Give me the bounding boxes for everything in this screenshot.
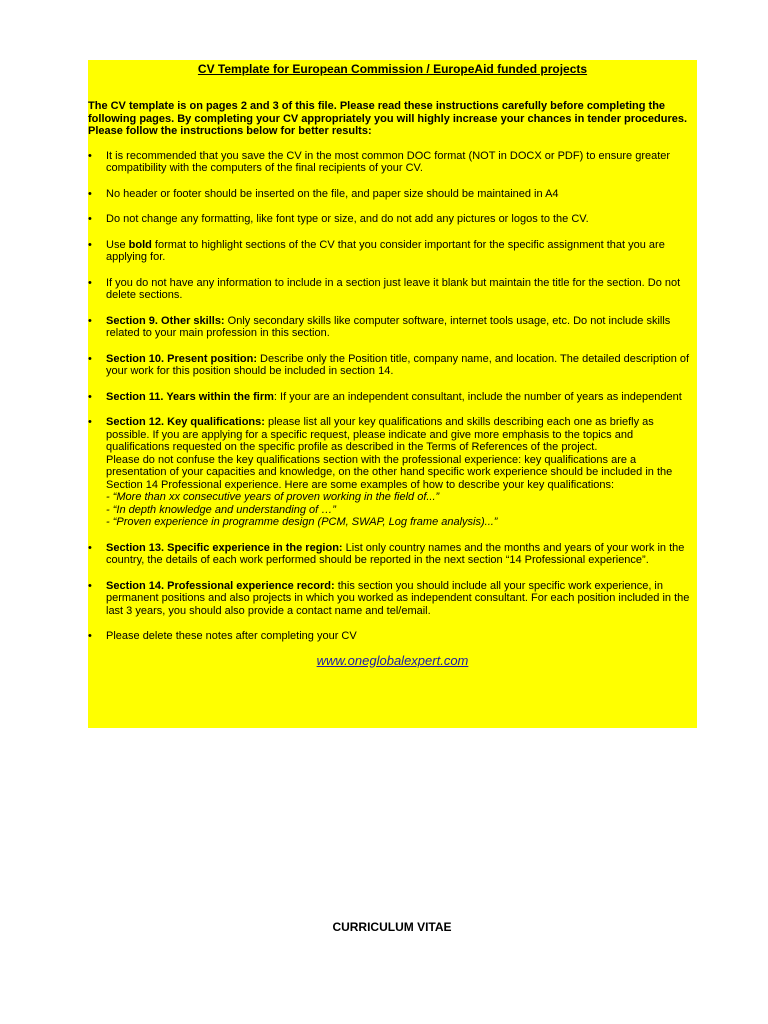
list-item: • Please delete these notes after completing your CV bbox=[88, 630, 357, 642]
list-item: • Section 9. Other skills: Only secondary skills like computer software, internet tools usage, etc. Do not include skills related to your main profession in this section. bbox=[88, 314, 671, 339]
example-line: - “In depth knowledge and understanding of …” bbox=[106, 503, 336, 516]
list-item: • Section 13. Specific experience in the region: List only country names and the months and years of your work in the country, the details of each work performed should be reported in the next section “14 Professional experience”. bbox=[88, 541, 685, 566]
list-item: • No header or footer should be inserted on the file, and paper size should be maintained in A4 bbox=[88, 187, 559, 200]
list-item: • Do not change any formatting, like font type or size, and do not add any pictures or logos to the CV. bbox=[88, 213, 589, 225]
bullet-icon: • bbox=[88, 416, 92, 428]
example-line: - “Proven experience in programme design (PCM, SWAP, Log frame analysis)...” bbox=[106, 516, 498, 528]
list-item: • Section 11. Years within the firm: If your are an independent consultant, include the number of years as independent bbox=[88, 390, 682, 403]
bullet-icon: • bbox=[88, 630, 92, 642]
bullet-icon: • bbox=[88, 314, 92, 327]
list-item: • Section 12. Key qualifications: please list all your key qualifications and skills describing each one as briefly as possible. If you are applying for a specific request, please indicate and give more emphasis to the topics and qualifications requested on the specific profile as described in the Terms of References of the project. Please do not confuse the key qualifications section with the professional experience: key qualifications are a presentation of your capacities and knowledge, on the other hand specific work experience should be included in the Section 14 Professional experience. Here are some examples of how to describe your key qualifications: - “More than xx consecutive years of proven working in the field of...” - “In depth knowledge and understanding of …” - “Proven experience in programme design (PCM, SWAP, Log frame analysis)...” bbox=[88, 416, 697, 529]
list-item: • Section 10. Present position: Describe only the Position title, company name, and location. The detailed description of your work for this position should be included in section 14. bbox=[88, 352, 690, 377]
bullet-icon: • bbox=[88, 213, 92, 225]
website-link[interactable]: www.oneglobalexpert.com bbox=[316, 652, 469, 668]
list-item: • Section 14. Professional experience record: this section you should include all your specific work experience, in permanent positions and also projects in which you worked as independent consultant. For each position included in the last 3 years, you should also provide a contact name and tel/email. bbox=[88, 579, 690, 617]
example-line: - “More than xx consecutive years of proven working in the field of...” bbox=[106, 491, 440, 503]
instructions-list bbox=[88, 150, 697, 643]
list-item: • It is recommended that you save the CV in the most common DOC format (NOT in DOCX or PDF) to ensure greater compatibility with the computers of the final recipients of your CV. bbox=[88, 149, 671, 174]
bullet-icon: • bbox=[88, 390, 92, 403]
list-item: • Use bold format to highlight sections of the CV that you consider important for the specific assignment that you are applying for. bbox=[88, 238, 665, 263]
bullet-icon: • bbox=[88, 149, 92, 162]
bullet-icon: • bbox=[88, 352, 92, 365]
bullet-icon: • bbox=[88, 238, 92, 251]
bullet-icon: • bbox=[88, 541, 92, 554]
instructions-title: CV Template for European Commission / EuropeAid funded projects bbox=[197, 62, 588, 76]
cv-heading: CURRICULUM VITAE bbox=[332, 920, 452, 934]
instructions-intro: The CV template is on pages 2 and 3 of this file. Please read these instructions carefully before completing the following pages. By completing your CV appropriately you will highly increase your chances in tender procedures. Please follow the instructions below for better results: bbox=[88, 100, 688, 137]
bullet-icon: • bbox=[88, 187, 92, 200]
list-item: • If you do not have any information to include in a section just leave it blank but maintain the title for the section. Do not delete sections. bbox=[88, 276, 681, 301]
bullet-icon: • bbox=[88, 579, 92, 592]
bullet-icon: • bbox=[88, 276, 92, 289]
instructions-box bbox=[88, 60, 697, 728]
